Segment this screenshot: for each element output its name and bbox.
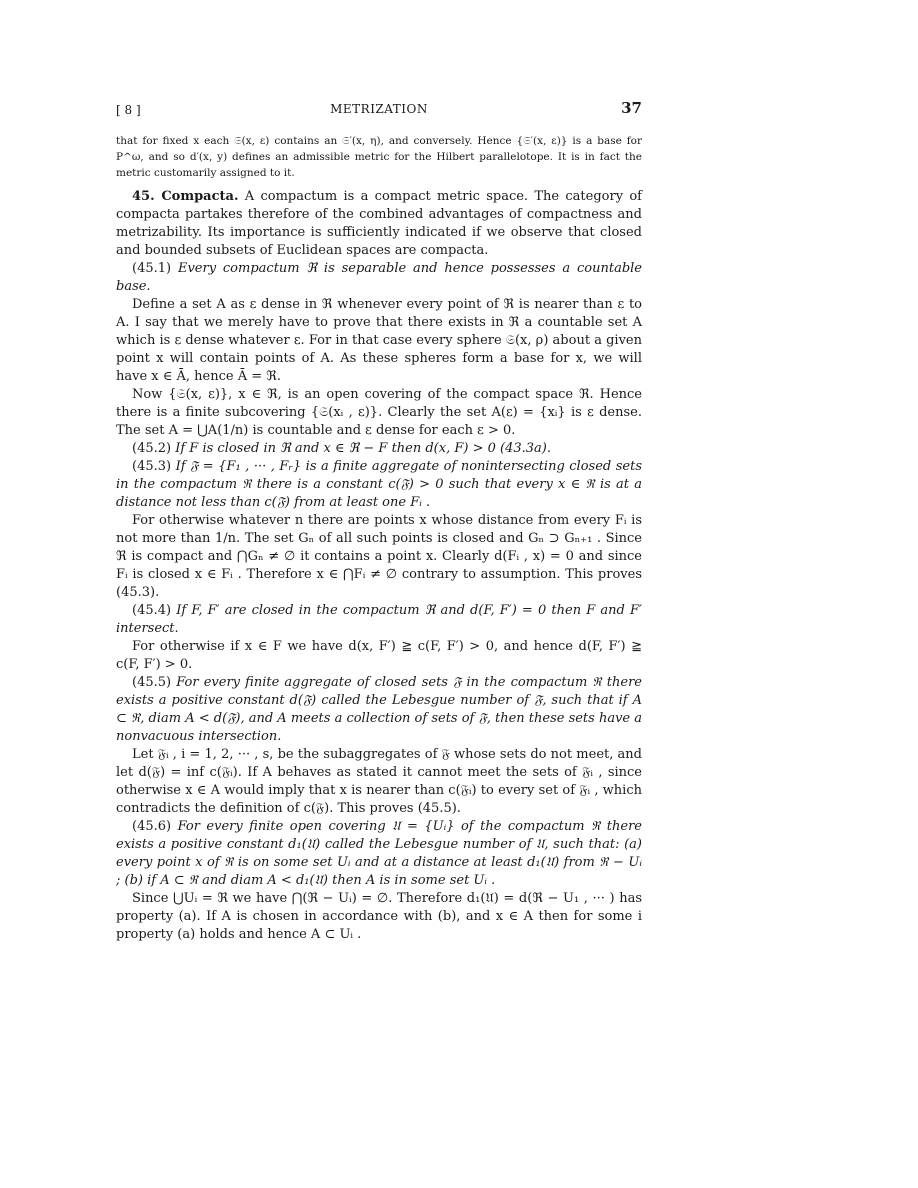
theorem-45-1: [116, 260, 642, 296]
main-text: [116, 188, 642, 944]
theorem-number: (45.4): [132, 603, 172, 618]
theorem-statement: Every compactum ℜ is separable and hence possesses a countable base.: [116, 261, 642, 294]
theorem-45-6: [116, 818, 642, 890]
theorem-45-4: [116, 602, 642, 638]
proof-paragraph: Let 𝔉ᵢ , i = 1, 2, ··· , s, be the subaggregates of 𝔉 whose sets do not meet, and let d(𝔉) = inf c(𝔉ᵢ). If A behaves as stated it cannot meet the sets of 𝔉ᵢ , since otherwise x ∈ A would imply that x is nearer than c(𝔉ᵢ) to every set of 𝔉ᵢ , which contradicts the definition of c(𝔉). This proves (45.5).: [116, 747, 642, 816]
theorem-number: (45.5): [132, 675, 172, 690]
theorem-45-3: [116, 458, 642, 512]
theorem-number: (45.1): [132, 261, 172, 276]
page-number: 37: [621, 99, 642, 117]
proof-paragraph: For otherwise if x ∈ F we have d(x, F′) ≧ c(F, F′) > 0, and hence d(F, F′) ≧ c(F, F′) > 0.: [116, 639, 642, 672]
section-45-paragraph: [116, 188, 642, 260]
theorem-45-2: [116, 440, 642, 458]
theorem-number: (45.2): [132, 441, 172, 456]
theorem-number: (45.6): [132, 819, 172, 834]
proof-paragraph: Now {𝔖(x, ε)}, x ∈ ℜ, is an open covering of the compact space ℜ. Hence there is a finite subcovering {𝔖(xᵢ , ε)}. Clearly the set A(ε) = {xᵢ} is ε dense. The set A = ⋃A(1/n) is countable and ε dense for each ε > 0.: [116, 387, 642, 438]
theorem-45-5: [116, 674, 642, 746]
running-title: METRIZATION: [330, 102, 428, 116]
proof-paragraph: Define a set A as ε dense in ℜ whenever every point of ℜ is nearer than ε to A. I say that we merely have to prove that there exists in ℜ a countable set A which is ε dense whatever ε. For in that case every sphere 𝔖(x, ρ) about a given point x will contain points of A. As these spheres form a base for x, we will have x ∈ Ā, hence Ā = ℜ.: [116, 297, 642, 384]
proof-paragraph: Since ⋃Uᵢ = ℜ we have ⋂(ℜ − Uᵢ) = ∅. Therefore d₁(𝔘) = d(ℜ − U₁ , ··· ) has property (a). If A is chosen in accordance with (b), and x ∈ A then for some i property (a) holds and hence A ⊂ Uᵢ .: [116, 891, 642, 942]
proof-paragraph: For otherwise whatever n there are points x whose distance from every Fᵢ is not more than 1/n. The set Gₙ of all such points is closed and Gₙ ⊃ Gₙ₊₁ . Since ℜ is compact and ⋂Gₙ ≠ ∅ it contains a point x. Clearly d(Fᵢ , x) = 0 and since Fᵢ is closed x ∈ Fᵢ . Therefore x ∈ ⋂Fᵢ ≠ ∅ contrary to assumption. This proves (45.3).: [116, 513, 642, 600]
section-intro-text: A compactum is a compact metric space. The category of compacta partakes therefore of the combined advantages of compactness and metrizability. Its importance is sufficiently indicated if we observe that closed and bounded subsets of Euclidean spaces are compacta.: [116, 189, 642, 258]
theorem-statement: If 𝔉 = {F₁ , ··· , Fᵣ} is a finite aggregate of nonintersecting closed sets in the compactum ℜ there is a constant c(𝔉) > 0 such that every x ∈ ℜ is at a distance not less than c(𝔉) from at least one Fᵢ .: [116, 459, 642, 510]
continued-paragraph: that for fixed x each 𝔖(x, ε) contains an 𝔖′(x, η), and conversely. Hence {𝔖′(x, ε)} is a base for P^ω, and so d′(x, y) defines an admissible metric for the Hilbert parallelotope. It is in fact the metric customarily assigned to it.: [116, 135, 642, 179]
theorem-number: (45.3): [132, 459, 172, 474]
running-header: [116, 100, 642, 120]
book-page: [116, 100, 642, 944]
section-marker: [ 8 ]: [116, 103, 141, 117]
theorem-statement: For every finite aggregate of closed sets 𝔉 in the compactum ℜ there exists a positive constant d(𝔉) called the Lebesgue number of 𝔉, such that if A ⊂ ℜ, diam A < d(𝔉), and A meets a collection of sets of 𝔉, then these sets have a nonvacuous intersection.: [116, 675, 643, 744]
theorem-statement: For every finite open covering 𝔘 = {Uᵢ} of the compactum ℜ there exists a positive constant d₁(𝔘) called the Lebesgue number of 𝔘, such that: (a) every point x of ℜ is on some set Uᵢ and at a distance at least d₁(𝔘) from ℜ − Uᵢ ; (b) if A ⊂ ℜ and diam A < d₁(𝔘) then A is in some set Uᵢ .: [116, 819, 642, 888]
theorem-statement: If F, F′ are closed in the compactum ℜ and d(F, F′) = 0 then F and F′ intersect.: [116, 603, 642, 636]
section-heading: 45. Compacta.: [132, 189, 239, 204]
theorem-statement: If F is closed in ℜ and x ∈ ℜ − F then d(x, F) > 0 (43.3a).: [171, 441, 551, 456]
